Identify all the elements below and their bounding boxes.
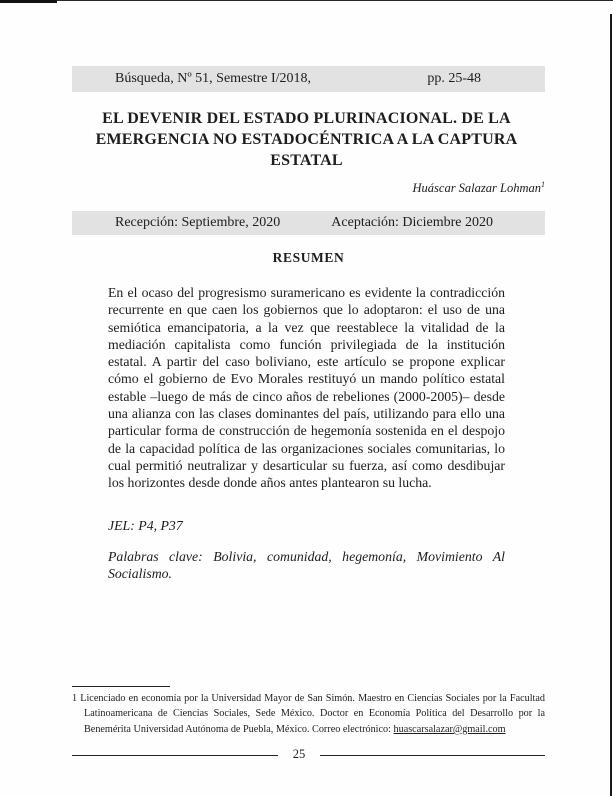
reception-date: Recepción: Septiembre, 2020 <box>115 215 281 230</box>
article-title: EL DEVENIR DEL ESTADO PLURINACIONAL. DE LA EMERGENCIA NO ESTADOCÉNTRICA A LA CAPTURA ESTATAL <box>95 110 518 169</box>
dates-bar <box>72 211 545 235</box>
author-footnote-ref: 1 <box>541 180 545 189</box>
author-email-link[interactable]: huascarsalazar@gmail.com <box>393 723 506 735</box>
author-line <box>72 180 545 196</box>
page-range: pp. 25-48 <box>427 71 481 86</box>
scan-artifact-right-edge <box>610 14 612 796</box>
footnote-marker: 1 <box>72 693 78 704</box>
acceptance-date: Aceptación: Diciembre 2020 <box>331 215 493 230</box>
footnote-text: Licenciado en economía por la Universidad Mayor de San Simón. Maestro en Ciencias Sociales por la Facultad Latinoamericana de Ciencias Sociales, Sede México. Doctor en Economía Política del Desarrollo por la Benemérita Universidad Autónoma de Puebla, México. Correo electrónico: <box>77 693 545 735</box>
footnote <box>72 691 545 737</box>
footer-rule-left <box>72 755 278 756</box>
jel-codes: JEL: P4, P37 <box>108 518 183 533</box>
scan-artifact-top-edge <box>0 0 613 1</box>
journal-header-bar <box>72 66 545 92</box>
abstract-heading: RESUMEN <box>272 250 345 265</box>
page-number: 25 <box>292 747 306 761</box>
keywords-line: Palabras clave: Bolivia, comunidad, hegemonía, Movimiento Al Socialismo. <box>108 549 505 582</box>
scan-artifact-top-left <box>0 0 57 3</box>
footnote-separator <box>72 686 170 687</box>
author-name: Huáscar Salazar Lohman <box>412 181 541 196</box>
journal-issue-info: Búsqueda, Nº 51, Semestre I/2018, <box>115 71 312 86</box>
footer-rule-right <box>320 755 545 756</box>
abstract-text: En el ocaso del progresismo suramericano es evidente la contradicción recurrente en que caen los gobiernos que lo adoptaron: el uso de una semiótica emancipatoria, a la vez que reestablece la vitalidad de la mediación capitalista como función privilegiada de la institución estatal. A partir del caso boliviano, este artículo se propone explicar cómo el gobierno de Evo Morales restituyó un mando político estatal estable –luego de más de cinco años de rebeliones (2000-2005)– desde una alianza con las clases dominantes del país, utilizando para ello una particular forma de construcción de hegemonía sostenida en el despojo de la capacidad política de las organizaciones sociales comunitarias, lo cual permitió neutralizar y desarticular su fuerza, así como desdibujar los horizontes desde donde años antes plantearon su lucha. <box>108 285 505 491</box>
